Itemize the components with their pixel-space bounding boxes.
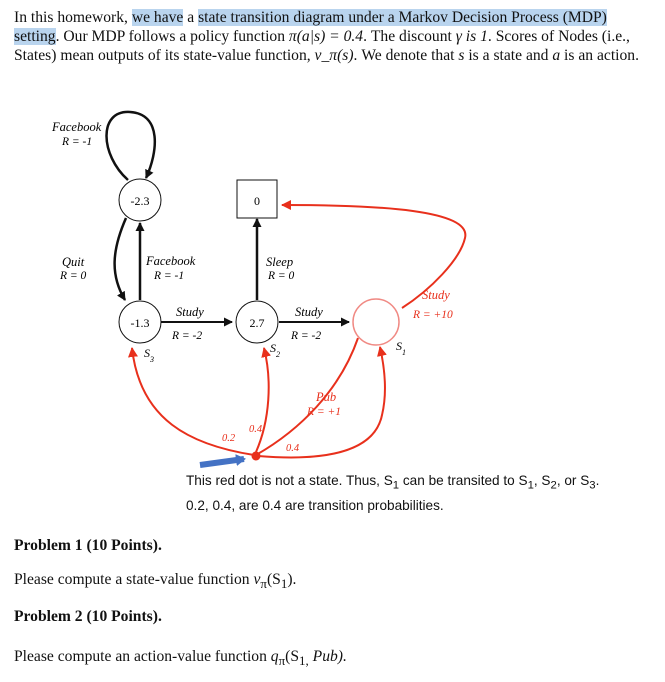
problem-1-text: Please compute a state-value function $v_\pi(S_1)$. (14, 571, 297, 592)
edge-reward: R = +10 (413, 309, 453, 321)
edge-reward: R = -1 (154, 270, 185, 282)
policy-formula: π(a|s) = 0.4 (288, 28, 364, 45)
intro-text: In this homework, (14, 9, 132, 26)
edge-label: Facebook (52, 120, 102, 134)
edge-reward: R = -2 (172, 330, 203, 342)
state-label-s2: $S_2$ (270, 341, 280, 359)
node-value: 2.7 (249, 316, 265, 330)
state-node-s1 (353, 299, 399, 345)
problem-1-title: Problem 1 (10 Points). (14, 537, 162, 554)
intro-text: . Our MDP follows a policy function (55, 28, 289, 45)
edge-reward: R = 0 (60, 270, 87, 282)
probability-label: 0.4 (249, 424, 263, 435)
diagram-note (186, 471, 646, 515)
edge-label: Quit (62, 255, 85, 269)
probability-label: 0.2 (222, 433, 236, 444)
intro-text: is a state and (464, 47, 553, 64)
state-symbol: s (458, 47, 465, 64)
node-value: -2.3 (130, 194, 150, 208)
edge-reward: R = -2 (291, 330, 322, 342)
problem-2-title: Problem 2 (10 Points). (14, 608, 162, 625)
node-value: -1.3 (130, 316, 150, 330)
intro-text: . The discount (363, 28, 456, 45)
state-label-s3: $S_3$ (144, 346, 154, 364)
edge-label: Pub (316, 390, 337, 404)
edge-label: Study (295, 305, 323, 319)
edge-label: Study (176, 305, 204, 319)
pointer-arrow (200, 459, 244, 465)
pub-arrow (256, 338, 358, 455)
edge-reward: R = -1 (62, 136, 93, 148)
note-line-1: This red dot is not a state. Thus, $S_1$ can be transited to $S_1$, $S_2$, or $S_3$. (186, 473, 600, 492)
chance-node-dot (252, 452, 261, 461)
highlighted-text: we have (131, 9, 184, 26)
node-value: 0 (254, 194, 260, 208)
note-line-2: 0.2, 0.4, are 0.4 are transition probabilities. (186, 497, 444, 513)
intro-text: . We denote that (353, 47, 459, 64)
problem-2-text: Please compute an action-value function $q_\pi(S_{1,}$ Pub). (14, 648, 347, 669)
edge-reward: R = +1 (307, 406, 342, 418)
intro-text: a (183, 9, 199, 26)
discount-formula: γ is 1 (455, 28, 488, 45)
edge-label: Study (422, 288, 450, 302)
value-function-formula: v_π(s) (314, 47, 354, 64)
intro-text: is an action. (560, 47, 639, 64)
state-label-s1: $S_1$ (396, 339, 406, 357)
edge-reward: R = 0 (268, 270, 295, 282)
highlighted-text: state transition diagram under a Markov Decision Process (MDP) (198, 9, 607, 26)
quit-arrow (115, 218, 126, 300)
transition-to-s2 (256, 348, 269, 452)
intro-text: . Scores of Nodes (i.e., States) mean outputs of its state-value function, (14, 28, 630, 64)
transition-to-s3 (132, 348, 254, 455)
highlighted-text: setting (14, 28, 56, 45)
action-symbol: a (552, 47, 561, 64)
facebook-loop-arrow (107, 112, 155, 180)
probability-label: 0.4 (286, 443, 300, 454)
edge-label: Sleep (266, 255, 294, 269)
edge-label: Facebook (146, 254, 196, 268)
